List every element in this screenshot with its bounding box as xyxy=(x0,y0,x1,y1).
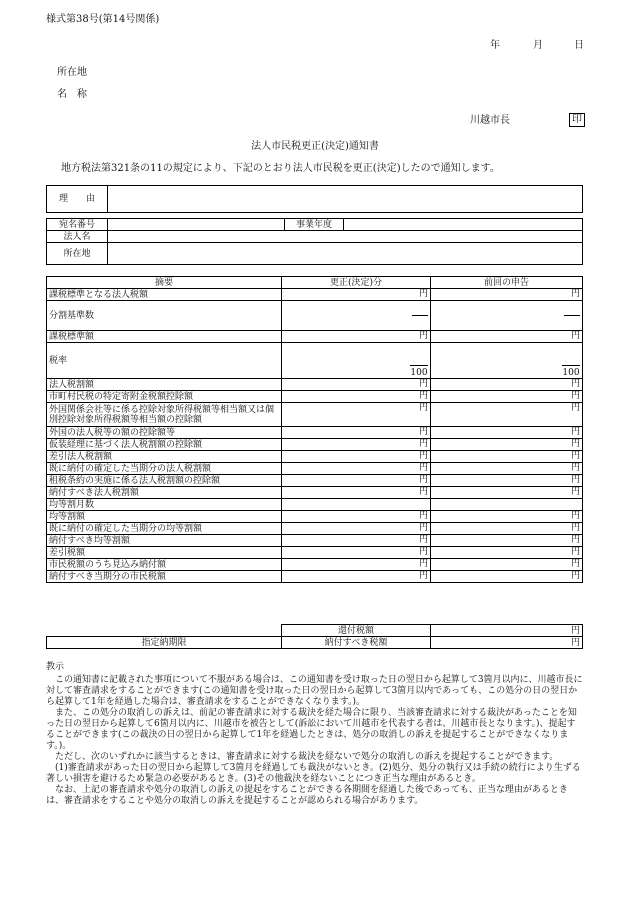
previous-value[interactable] xyxy=(431,475,583,487)
issuer-name: 川越市長 xyxy=(470,115,510,126)
yen-unit: 円 xyxy=(418,475,428,485)
row-label: 外国の法人税等の額の控除額等 xyxy=(47,427,282,439)
row-label: 納付すべき当期分の市民税額 xyxy=(47,571,282,583)
yen-unit: 円 xyxy=(570,523,580,533)
table-row xyxy=(47,571,583,583)
rate-denominator: 100 xyxy=(410,368,428,378)
table-row xyxy=(47,439,583,451)
corrected-value[interactable] xyxy=(282,535,431,547)
previous-value[interactable] xyxy=(431,403,583,427)
fraction-bar xyxy=(562,365,580,366)
yen-unit: 円 xyxy=(570,439,580,449)
notes-paragraph: (1)審査請求があった日の翌日から起算して3箇月を経過しても裁決がないとき。(2)処分、処分の執行又は手続の続行により生ずる著しい損害を避けるため緊急の必要があるとき。(3)その他裁決を経ないことにつき正当な理由があるとき。 xyxy=(46,763,581,784)
fiscal-year-value[interactable] xyxy=(344,219,583,231)
yen-unit: 円 xyxy=(418,439,428,449)
previous-value[interactable] xyxy=(431,301,583,331)
yen-unit: 円 xyxy=(570,379,580,389)
row-label: 法人税割額 xyxy=(47,379,282,391)
fraction-bar xyxy=(410,365,428,366)
table-row xyxy=(47,487,583,499)
addr-number-value[interactable] xyxy=(108,219,285,231)
corrected-value[interactable] xyxy=(282,331,431,343)
previous-value[interactable] xyxy=(431,559,583,571)
document-title: 法人市民税更正(決定)通知書 xyxy=(251,141,379,152)
info-table xyxy=(46,218,583,265)
table-row xyxy=(47,289,583,301)
reason-table xyxy=(46,185,583,213)
corrected-value[interactable] xyxy=(282,559,431,571)
yen-unit: 円 xyxy=(570,403,580,413)
date-month: 月 xyxy=(533,40,543,51)
fraction-bar xyxy=(564,315,580,316)
corp-name-label: 法人名 xyxy=(47,231,108,243)
yen-unit: 円 xyxy=(570,487,580,497)
payable-yen[interactable]: 円 xyxy=(431,637,583,649)
table-row xyxy=(47,499,583,511)
table-row xyxy=(47,427,583,439)
table-row xyxy=(47,511,583,523)
yen-unit: 円 xyxy=(418,331,428,341)
corrected-value[interactable] xyxy=(282,289,431,301)
yen-unit: 円 xyxy=(570,391,580,401)
table-row xyxy=(47,523,583,535)
corrected-value[interactable] xyxy=(282,403,431,427)
previous-value[interactable] xyxy=(431,523,583,535)
previous-value[interactable] xyxy=(431,391,583,403)
yen-unit: 円 xyxy=(570,427,580,437)
yen-unit: 円 xyxy=(418,463,428,473)
yen-unit: 円 xyxy=(570,511,580,521)
intro-text: 地方税法第321条の11の規定により、下記のとおり法人市民税を更正(決定)したので通知します。 xyxy=(61,163,500,174)
date-year: 年 xyxy=(490,40,500,51)
rate-fraction xyxy=(562,365,580,378)
table-row xyxy=(47,343,583,379)
header-summary: 摘要 xyxy=(47,277,282,289)
previous-value[interactable] xyxy=(431,571,583,583)
previous-value[interactable] xyxy=(431,499,583,511)
yen-unit: 円 xyxy=(418,547,428,557)
row-label: 仮装経理に基づく法人税割額の控除額 xyxy=(47,439,282,451)
row-label: 差引法人税割額 xyxy=(47,451,282,463)
seal-stamp: 印 xyxy=(569,113,585,127)
yen-unit: 円 xyxy=(570,559,580,569)
corrected-value[interactable] xyxy=(282,571,431,583)
yen-unit: 円 xyxy=(418,451,428,461)
corp-name-value[interactable] xyxy=(108,231,583,243)
corrected-value[interactable] xyxy=(282,439,431,451)
notes-paragraph: ただし、次のいずれかに該当するときは、審査請求に対する裁決を経ないで処分の取消しの訴えを提起することができます。 xyxy=(55,752,559,762)
date-day: 日 xyxy=(574,40,584,51)
row-label: 均等割額 xyxy=(47,511,282,523)
location-value[interactable] xyxy=(108,243,583,265)
corrected-value[interactable] xyxy=(282,343,431,379)
table-row xyxy=(47,391,583,403)
refund-label: 還付税額 xyxy=(282,625,431,637)
rate-fraction xyxy=(410,365,428,378)
notes-paragraph: また、この処分の取消しの訴えは、前記の審査請求に対する裁決を経た場合に限り、当該審査請求に対する裁決があったことを知った日の翌日から起算して6箇月以内に、川越市を被告として(訴訟において川越市を代表する者は、川越市長となります。)、提起することができます(この裁決の日の翌日から起算して1年を経過したときは、処分の取消しの訴えを提起することができなくなります。)。 xyxy=(46,708,577,751)
corrected-value[interactable] xyxy=(282,475,431,487)
yen-unit: 円 xyxy=(418,379,428,389)
corrected-value[interactable] xyxy=(282,301,431,331)
name-label: 名 称 xyxy=(57,89,87,100)
yen-unit: 円 xyxy=(418,403,428,413)
reason-label: 理 由 xyxy=(47,186,108,213)
row-label: 租税条約の実施に係る法人税割額の控除額 xyxy=(47,475,282,487)
previous-value[interactable] xyxy=(431,379,583,391)
row-label: 納付すべき法人税割額 xyxy=(47,487,282,499)
table-row xyxy=(47,463,583,475)
yen-unit: 円 xyxy=(418,571,428,581)
table-row xyxy=(47,535,583,547)
yen-unit: 円 xyxy=(418,391,428,401)
yen-unit: 円 xyxy=(570,475,580,485)
corrected-value[interactable] xyxy=(282,391,431,403)
row-label: 市町村民税の特定寄附金税額控除額 xyxy=(47,391,282,403)
previous-value[interactable] xyxy=(431,487,583,499)
row-label: 納付すべき均等割額 xyxy=(47,535,282,547)
table-row xyxy=(47,559,583,571)
bottom-table xyxy=(46,624,583,649)
corrected-value[interactable] xyxy=(282,499,431,511)
yen-unit: 円 xyxy=(418,427,428,437)
yen-unit: 円 xyxy=(418,487,428,497)
yen-unit: 円 xyxy=(570,463,580,473)
yen-unit: 円 xyxy=(570,289,580,299)
row-label: 課税標準額 xyxy=(47,331,282,343)
previous-value[interactable] xyxy=(431,343,583,379)
header-corrected: 更正(決定)分 xyxy=(282,277,431,289)
previous-value[interactable] xyxy=(431,535,583,547)
previous-value[interactable] xyxy=(431,463,583,475)
table-row xyxy=(47,451,583,463)
previous-value[interactable] xyxy=(431,439,583,451)
yen-unit: 円 xyxy=(418,289,428,299)
yen-unit: 円 xyxy=(570,451,580,461)
row-label: 市民税額のうち見込み納付額 xyxy=(47,559,282,571)
table-row xyxy=(47,301,583,331)
corrected-value[interactable] xyxy=(282,451,431,463)
row-label: 課税標準となる法人税額 xyxy=(47,289,282,301)
corrected-value[interactable] xyxy=(282,523,431,535)
rate-denominator: 100 xyxy=(562,368,580,378)
deadline-label: 指定納期限 xyxy=(47,637,282,649)
yen-unit: 円 xyxy=(418,535,428,545)
yen-unit: 円 xyxy=(570,535,580,545)
row-label: 差引税額 xyxy=(47,547,282,559)
table-row xyxy=(47,379,583,391)
previous-value[interactable] xyxy=(431,427,583,439)
location-label: 所在地 xyxy=(47,243,108,265)
previous-value[interactable] xyxy=(431,511,583,523)
yen-unit: 円 xyxy=(418,523,428,533)
corrected-value[interactable] xyxy=(282,487,431,499)
yen-unit: 円 xyxy=(570,331,580,341)
tax-table xyxy=(46,276,583,583)
notes-paragraph: なお、上記の審査請求や処分の取消しの訴えの提起をすることができる各期間を経過した後であっても、正当な理由があるときは、審査請求をすることや処分の取消しの訴えを提起することが認められる場合があります。 xyxy=(46,785,568,806)
row-label: 均等割月数 xyxy=(47,499,282,511)
row-label: 既に納付の確定した当期分の法人税割額 xyxy=(47,463,282,475)
row-label: 外国関係会社等に係る控除対象所得税額等相当額又は個別控除対象所得税額等相当額の控除額 xyxy=(47,403,282,427)
row-label: 既に納付の確定した当期分の均等割額 xyxy=(47,523,282,535)
fiscal-year-label: 事業年度 xyxy=(285,219,344,231)
address-label: 所在地 xyxy=(57,67,87,78)
yen-unit: 円 xyxy=(418,559,428,569)
corrected-value[interactable] xyxy=(282,547,431,559)
reason-value[interactable] xyxy=(108,186,583,213)
table-row xyxy=(47,403,583,427)
table-row xyxy=(47,547,583,559)
previous-value[interactable] xyxy=(431,289,583,301)
corrected-value[interactable] xyxy=(282,463,431,475)
previous-value[interactable] xyxy=(431,547,583,559)
row-label: 税率 xyxy=(47,343,282,379)
addr-number-label: 宛名番号 xyxy=(47,219,108,231)
notes-section xyxy=(46,662,584,807)
notes-heading: 教示 xyxy=(46,662,65,672)
refund-yen[interactable]: 円 xyxy=(431,625,583,637)
form-number: 様式第38号(第14号関係) xyxy=(46,14,160,25)
fraction-bar xyxy=(412,315,428,316)
yen-unit: 円 xyxy=(570,547,580,557)
table-row xyxy=(47,331,583,343)
yen-unit: 円 xyxy=(570,571,580,581)
row-label: 分割基準数 xyxy=(47,301,282,331)
corrected-value[interactable] xyxy=(282,511,431,523)
payable-label: 納付すべき税額 xyxy=(282,637,431,649)
table-row xyxy=(47,475,583,487)
previous-value[interactable] xyxy=(431,331,583,343)
header-previous: 前回の申告 xyxy=(431,277,583,289)
previous-value[interactable] xyxy=(431,451,583,463)
corrected-value[interactable] xyxy=(282,427,431,439)
yen-unit: 円 xyxy=(418,511,428,521)
notes-paragraph: この通知書に記載された事項について不服がある場合は、この通知書を受け取った日の翌日から起算して3箇月以内に、川越市長に対して審査請求をすることができます(この通知書を受け取った日の翌日から起算して3箇月以内であっても、この処分の日の翌日から起算して1年を経過した場合は、審査請求をすることができなくなります。)。 xyxy=(46,675,583,707)
corrected-value[interactable] xyxy=(282,379,431,391)
